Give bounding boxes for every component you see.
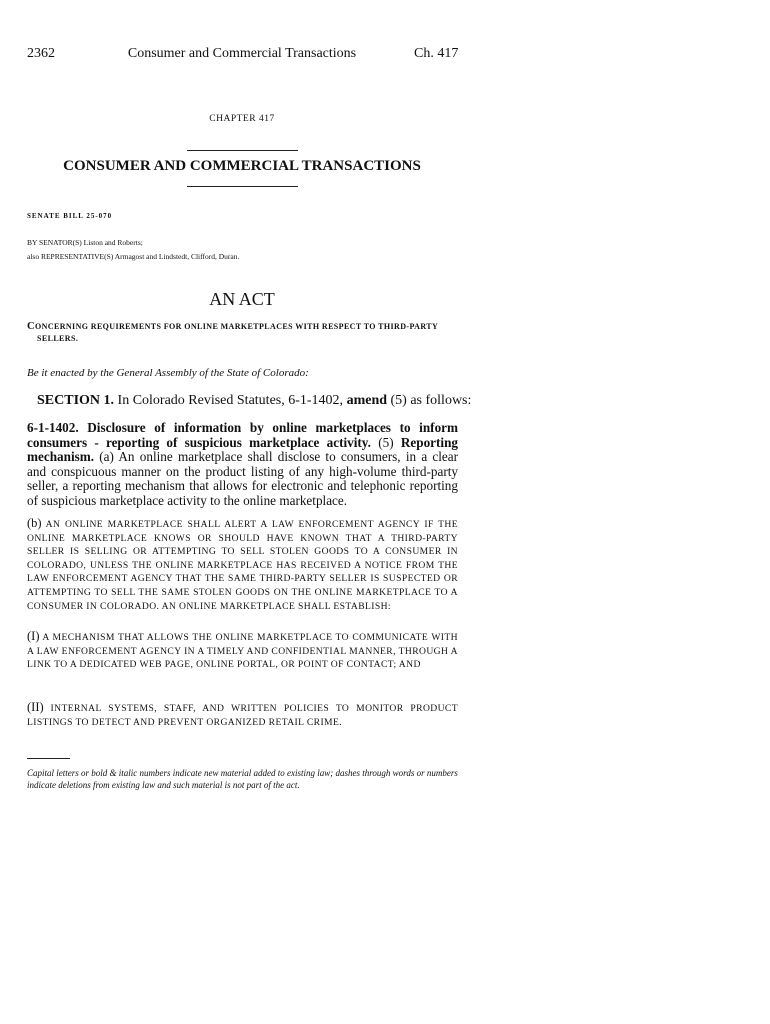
running-title: Consumer and Commercial Transactions — [127, 46, 357, 61]
subsection-number: (5) — [378, 434, 394, 450]
paragraph-ii-text: INTERNAL SYSTEMS, STAFF, AND WRITTEN POLICIES TO MONITOR PRODUCT LISTINGS TO DETECT AND PREVENT ORGANIZED RETAIL CRIME. — [27, 703, 458, 728]
paragraph-b-lead: (b) — [27, 516, 42, 530]
sponsors — [27, 236, 239, 264]
section-text-before: In Colorado Revised Statutes, 6-1-1402, — [117, 393, 344, 408]
section-label: SECTION 1. — [37, 393, 115, 408]
concerning-line-1: ONCERNING REQUIREMENTS FOR ONLINE MARKETPLACES WITH RESPECT TO THIRD-PARTY — [34, 322, 439, 331]
act-title: CONSUMER AND COMMERCIAL TRANSACTIONS — [63, 158, 421, 174]
act-heading: AN ACT — [209, 289, 275, 309]
paragraph-a-text: (a) An online marketplace shall disclose to consumers, in a clear and conspicuous manner on the product listing of any high-volume third-party seller, a reporting mechanism that allows for electronic and telephonic reporting of suspicious marketplace activity to the online marketplace. — [27, 449, 459, 508]
paragraph-i-lead: (I) — [27, 629, 40, 643]
subsection-heading: Reporting mechanism. — [27, 434, 459, 464]
enacting-clause: Be it enacted by the General Assembly of the State of Colorado: — [27, 367, 309, 379]
title-rule-top — [187, 150, 298, 151]
section-amend: amend — [346, 393, 388, 408]
title-rule-bottom — [187, 186, 298, 187]
section-text-after: (5) as follows: — [390, 393, 472, 408]
statute-paragraph-a — [27, 421, 458, 508]
concerning-clause — [27, 321, 458, 345]
concerning-line-2: SELLERS. — [37, 334, 79, 343]
statute-paragraph-b — [27, 517, 458, 613]
paragraph-b-text: AN ONLINE MARKETPLACE SHALL ALERT A LAW ENFORCEMENT AGENCY IF THE ONLINE MARKETPLACE KNOWS OR SHOULD HAVE KNOWN THAT A THIRD-PARTY SELLER IS SELLING OR ATTEMPTING TO SELL STOLEN GOODS TO A CONSUMER IN COLORADO, UNLESS THE ONLINE MARKETPLACE HAS RECEIVED A NOTICE FROM THE LAW ENFORCEMENT AGENCY THAT THE SAME THIRD-PARTY SELLER IS SUSPECTED OR ATTEMPTING TO SELL THE SAME STOLEN GOODS ON THE ONLINE MARKETPLACE TO A CONSUMER IN COLORADO. AN ONLINE MARKETPLACE SHALL ESTABLISH: — [27, 519, 458, 612]
paragraph-i-text: A MECHANISM THAT ALLOWS THE ONLINE MARKETPLACE TO COMMUNICATE WITH A LAW ENFORCEMENT AGENCY IN A TIMELY AND CONFIDENTIAL MANNER, THROUGH A LINK TO A DEDICATED WEB PAGE, ONLINE PORTAL, OR POINT OF CONTACT; AND — [27, 632, 458, 671]
page-number: 2362 — [27, 46, 55, 61]
paragraph-ii-lead: (II) — [27, 700, 44, 714]
section-heading — [37, 393, 471, 409]
statute-paragraph-ii — [27, 701, 458, 729]
statute-paragraph-i — [27, 630, 458, 672]
statute-heading: 6-1-1402. Disclosure of information by online marketplaces to inform consumers - reporting of suspicious marketplace activity. — [27, 420, 458, 450]
bill-number: SENATE BILL 25-070 — [27, 212, 113, 220]
senate-sponsors: BY SENATOR(S) Liston and Roberts; — [27, 238, 143, 247]
house-sponsors: also REPRESENTATIVE(S) Armagost and Lindstedt, Clifford, Duran. — [27, 252, 240, 261]
footnote: Capital letters or bold & italic numbers indicate new material added to existing law; dashes through words or numbers indicate deletions from existing law and such material is not part of the act. — [27, 768, 458, 790]
footnote-rule — [27, 758, 70, 759]
concerning-initial: C — [27, 321, 35, 332]
chapter-label: CHAPTER 417 — [209, 114, 275, 124]
chapter-reference: Ch. 417 — [414, 46, 459, 61]
